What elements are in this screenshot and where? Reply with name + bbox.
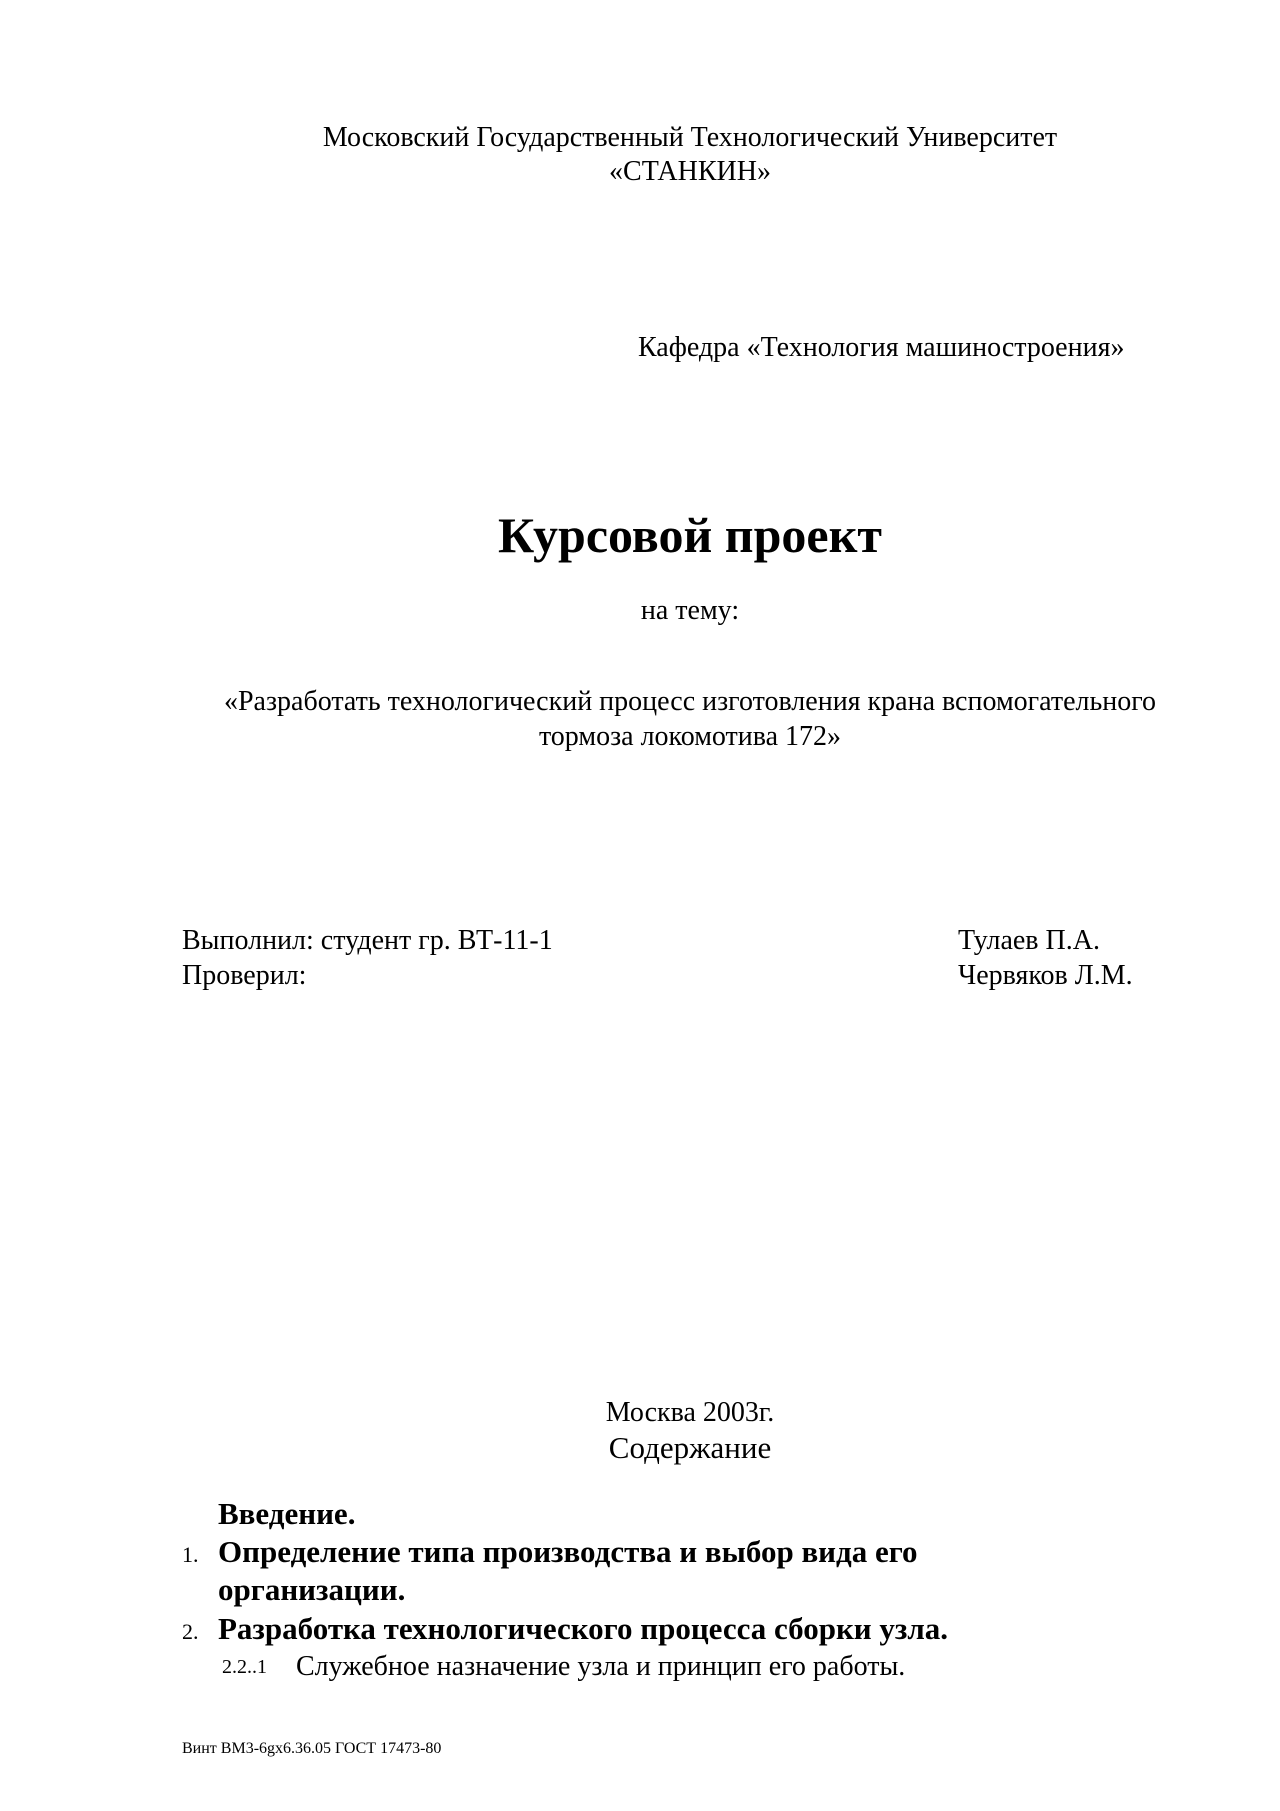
checked-by-label: Проверил: (182, 960, 307, 991)
toc-item-1-line-1: Определение типа производства и выбор вида его (218, 1534, 918, 1569)
document-title: Курсовой проект (498, 507, 882, 563)
toc-item-1-line-2: организации. (218, 1572, 406, 1607)
toc-item-2-number: 2. (182, 1619, 199, 1644)
contents-heading: Содержание (608, 1430, 772, 1465)
university-title: Московский Государственный Технологический Университет (322, 122, 1058, 153)
toc-subitem-text: Служебное назначение узла и принцип его работы. (296, 1651, 906, 1682)
university-name: «СТАНКИН» (609, 156, 771, 187)
performed-by-name: Тулаев П.А. (958, 925, 1100, 956)
performed-by-label: Выполнил: студент гр. ВТ-11-1 (182, 925, 553, 956)
toc-subitem-number: 2.2..1 (222, 1656, 267, 1678)
toc-item-1-number: 1. (182, 1542, 199, 1567)
topic-line-1: «Разработать технологический процесс изготовления крана вспомогательного (223, 686, 1157, 717)
footer-note: Винт ВМ3-6gx6.36.05 ГОСТ 17473-80 (182, 1740, 442, 1757)
department-name: Кафедра «Технология машиностроения» (638, 332, 1125, 363)
toc-item-2-line-1: Разработка технологического процесса сборки узла. (218, 1611, 949, 1646)
topic-line-2: тормоза локомотива 172» (538, 721, 842, 752)
city-year: Москва 2003г. (605, 1397, 775, 1428)
toc-intro: Введение. (218, 1496, 356, 1531)
checked-by-name: Червяков Л.М. (958, 960, 1133, 991)
document-subtitle: на тему: (640, 595, 740, 626)
